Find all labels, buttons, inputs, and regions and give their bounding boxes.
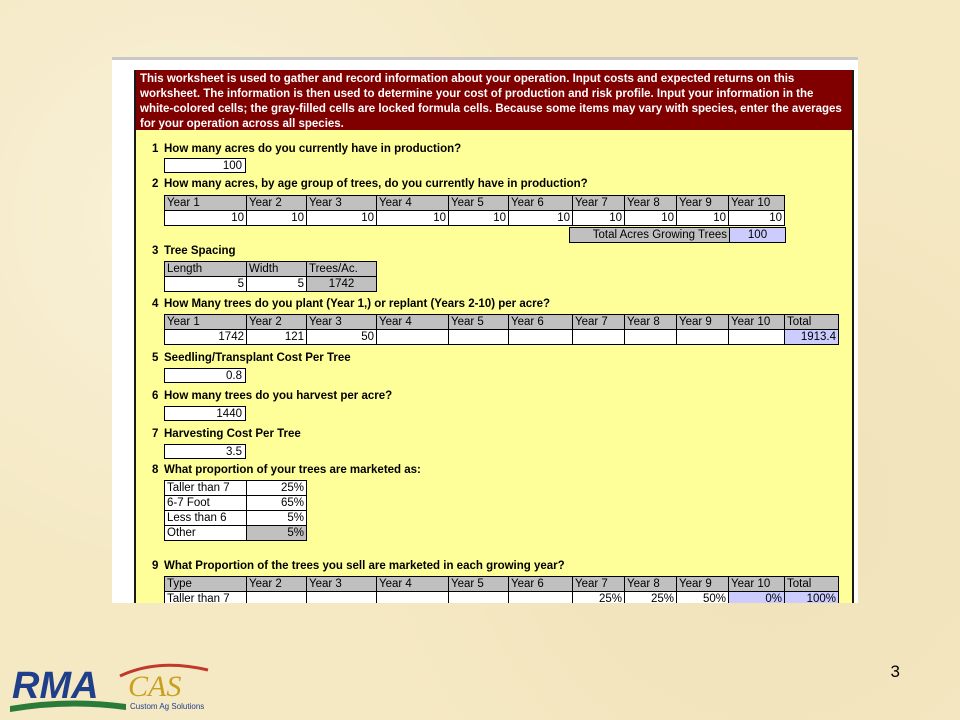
col-total: Total	[785, 577, 839, 592]
col-year-9: Year 9	[677, 577, 729, 592]
col-year-10: Year 10	[729, 315, 785, 330]
col-type: Type	[165, 577, 247, 592]
col-year-6: Year 6	[509, 196, 573, 211]
sell-total-value: 100%	[785, 592, 839, 604]
spreadsheet-screenshot	[112, 57, 858, 603]
type-label: Taller than 7	[165, 592, 247, 604]
col-year-8: Year 8	[625, 196, 677, 211]
table-row	[165, 526, 307, 541]
sell-year-5-input[interactable]	[449, 592, 509, 604]
question-6: 6 How many trees do you harvest per acre?	[152, 390, 393, 402]
col-year-2: Year 2	[247, 577, 307, 592]
col-total: Total	[785, 315, 839, 330]
trees-planted-table	[164, 314, 839, 345]
col-year-7: Year 7	[573, 315, 625, 330]
col-year-4: Year 4	[377, 196, 449, 211]
planted-year-2-input[interactable]: 121	[247, 330, 307, 345]
question-4: 4 How Many trees do you plant (Year 1,) or replant (Years 2-10) per acre?	[152, 298, 551, 310]
sell-year-6-input[interactable]	[509, 592, 573, 604]
planted-year-6-input[interactable]	[509, 330, 573, 345]
total-acres-value: 100	[730, 228, 786, 243]
total-acres-label: Total Acres Growing Trees	[570, 228, 730, 243]
col-year-7: Year 7	[573, 577, 625, 592]
col-year-5: Year 5	[449, 196, 509, 211]
col-year-6: Year 6	[509, 315, 573, 330]
planted-year-4-input[interactable]	[377, 330, 449, 345]
sell-year-3-input[interactable]	[307, 592, 377, 604]
sell-year-10-value: 0%	[729, 592, 785, 604]
sell-year-2-input[interactable]	[247, 592, 307, 604]
col-year-9: Year 9	[677, 196, 729, 211]
planted-total-value: 1913.4	[785, 330, 839, 345]
col-year-6: Year 6	[509, 577, 573, 592]
table-row	[165, 277, 377, 292]
col-year-5: Year 5	[449, 315, 509, 330]
col-year-5: Year 5	[449, 577, 509, 592]
col-year-3: Year 3	[307, 196, 377, 211]
col-year-4: Year 4	[377, 315, 449, 330]
col-trees-per-acre: Trees/Ac.	[307, 262, 377, 277]
sell-year-8-input[interactable]: 25%	[625, 592, 677, 604]
table-row	[165, 496, 307, 511]
acres-by-age-table	[164, 195, 785, 226]
harvest-per-acre-input[interactable]: 1440	[164, 406, 246, 421]
col-year-7: Year 7	[573, 196, 625, 211]
table-header-row	[165, 315, 839, 330]
intro-banner: This worksheet is used to gather and record information about your operation. Input costs and expected returns on this worksheet. The information is then used to determine your cost of production and risk profile. Input your information in the white-colored cells; the gray-filled cells are locked formula cells. Because some items may vary with species, enter the averages for your operation across all species.	[136, 70, 852, 130]
market-less-6-input[interactable]: 5%	[247, 511, 307, 526]
table-row	[165, 511, 307, 526]
planted-year-3-input[interactable]: 50	[307, 330, 377, 345]
table-header-row	[165, 577, 839, 592]
rma-logo-text: RMA	[12, 665, 99, 707]
col-year-3: Year 3	[307, 315, 377, 330]
rma-cas-logo	[8, 656, 218, 714]
tree-spacing-table	[164, 261, 377, 292]
col-width: Width	[247, 262, 307, 277]
col-year-1: Year 1	[165, 315, 247, 330]
seedling-cost-input[interactable]: 0.8	[164, 368, 246, 383]
market-proportion-table	[164, 480, 307, 541]
question-8: 8 What proportion of your trees are marketed as:	[152, 464, 421, 476]
logo-tagline: Custom Ag Solutions	[130, 702, 205, 711]
acres-year-9-input[interactable]: 10	[677, 211, 729, 226]
width-input[interactable]: 5	[247, 277, 307, 292]
col-year-4: Year 4	[377, 577, 449, 592]
question-7: 7 Harvesting Cost Per Tree	[152, 428, 301, 440]
question-2: 2 How many acres, by age group of trees, do you currently have in production?	[152, 178, 588, 190]
planted-year-8-input[interactable]	[625, 330, 677, 345]
sell-year-4-input[interactable]	[377, 592, 449, 604]
acres-year-7-input[interactable]: 10	[573, 211, 625, 226]
col-year-1: Year 1	[165, 196, 247, 211]
col-year-3: Year 3	[307, 577, 377, 592]
sell-year-7-input[interactable]: 25%	[573, 592, 625, 604]
col-length: Length	[165, 262, 247, 277]
acres-input[interactable]: 100	[164, 158, 246, 173]
market-label: Other	[165, 526, 247, 541]
market-tall-input[interactable]: 25%	[247, 481, 307, 496]
col-year-10: Year 10	[729, 577, 785, 592]
table-row	[165, 481, 307, 496]
planted-year-7-input[interactable]	[573, 330, 625, 345]
table-row	[165, 330, 839, 345]
worksheet	[134, 70, 854, 603]
acres-year-4-input[interactable]: 10	[377, 211, 449, 226]
planted-year-5-input[interactable]	[449, 330, 509, 345]
col-year-8: Year 8	[625, 315, 677, 330]
acres-year-1-input[interactable]: 10	[165, 211, 247, 226]
length-input[interactable]: 5	[165, 277, 247, 292]
market-label: Less than 6	[165, 511, 247, 526]
planted-year-1-input[interactable]: 1742	[165, 330, 247, 345]
acres-year-6-input[interactable]: 10	[509, 211, 573, 226]
planted-year-10-input[interactable]	[729, 330, 785, 345]
market-label: Taller than 7	[165, 481, 247, 496]
planted-year-9-input[interactable]	[677, 330, 729, 345]
acres-year-8-input[interactable]: 10	[625, 211, 677, 226]
question-5: 5 Seedling/Transplant Cost Per Tree	[152, 352, 351, 364]
question-3: 3 Tree Spacing	[152, 245, 236, 257]
sell-year-9-input[interactable]: 50%	[677, 592, 729, 604]
growing-year-table	[164, 576, 839, 603]
col-year-2: Year 2	[247, 315, 307, 330]
col-year-2: Year 2	[247, 196, 307, 211]
market-other-value: 5%	[247, 526, 307, 541]
trees-per-acre-value: 1742	[307, 277, 377, 292]
page-number: 3	[890, 662, 900, 681]
market-6-7-input[interactable]: 65%	[247, 496, 307, 511]
question-9: 9 What Proportion of the trees you sell are marketed in each growing year?	[152, 560, 565, 572]
total-acres-row	[569, 227, 786, 243]
table-header-row	[165, 196, 785, 211]
acres-year-3-input[interactable]: 10	[307, 211, 377, 226]
acres-year-10-input[interactable]: 10	[729, 211, 785, 226]
acres-year-2-input[interactable]: 10	[247, 211, 307, 226]
cas-logo-text: CAS	[128, 670, 182, 703]
col-year-9: Year 9	[677, 315, 729, 330]
col-year-10: Year 10	[729, 196, 785, 211]
acres-year-5-input[interactable]: 10	[449, 211, 509, 226]
question-1: 1 How many acres do you currently have in production?	[152, 143, 462, 155]
market-label: 6-7 Foot	[165, 496, 247, 511]
table-row	[165, 592, 839, 604]
harvest-cost-input[interactable]: 3.5	[164, 444, 246, 459]
col-year-8: Year 8	[625, 577, 677, 592]
table-row	[165, 211, 785, 226]
